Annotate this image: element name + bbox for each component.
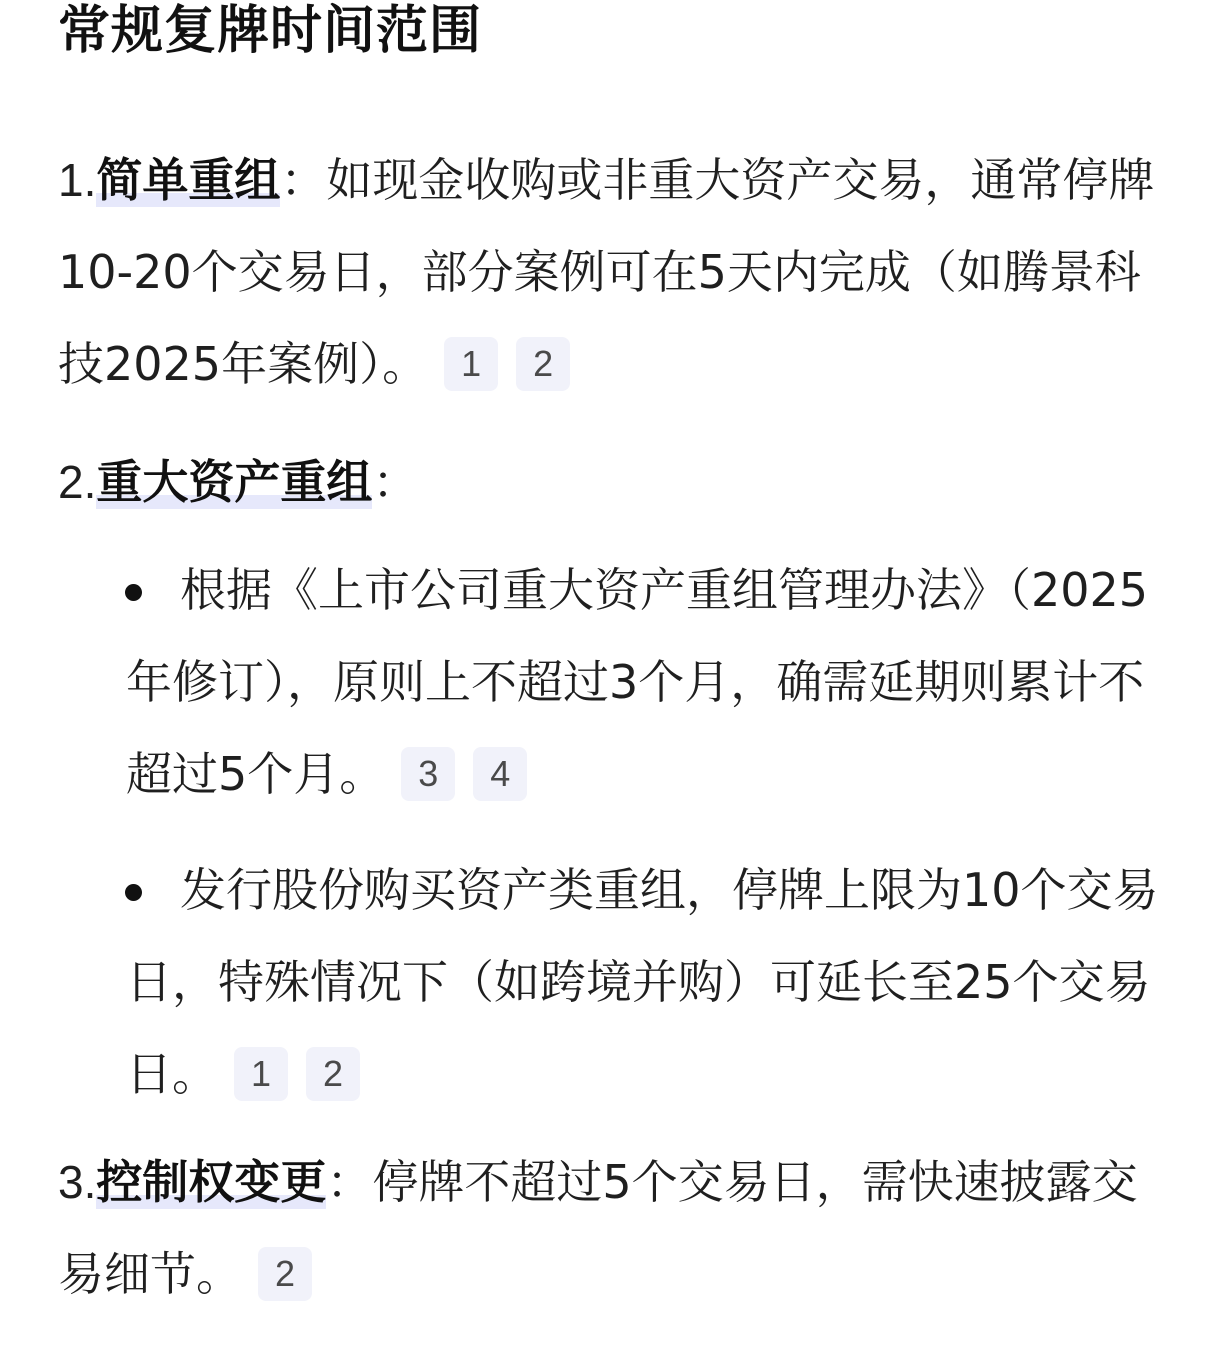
item-term: 简单重组	[96, 153, 281, 207]
bullet-text: 根据《上市公司重大资产重组管理办法》（2025年修订），原则上不超过3个月，确需延期则累计不超过5个月。	[126, 563, 1149, 801]
bullet-item	[126, 844, 1168, 1120]
item-separator: ：	[326, 1155, 373, 1209]
item-separator: ：	[372, 455, 419, 509]
sub-bullet-list	[126, 544, 1168, 1120]
item-term: 控制权变更	[96, 1155, 327, 1209]
section-title: 常规复牌时间范围	[58, 1, 483, 61]
bullet-item	[126, 544, 1168, 820]
bullet-text: 发行股份购买资产类重组，停牌上限为10个交易日，特殊情况下（如跨境并购）可延长至25个交易日。	[126, 863, 1159, 1101]
list-item-control-change	[58, 1136, 1168, 1320]
citation-badge[interactable]: 1	[444, 337, 498, 391]
list-item-major-restructuring	[58, 436, 1168, 528]
item-number: 1.	[58, 154, 97, 206]
item-term: 重大资产重组	[96, 455, 373, 509]
item-number: 2.	[58, 456, 97, 508]
item-text: 停牌不超过5个交易日，需快速披露交易细节。	[58, 1155, 1138, 1301]
citation-badge[interactable]: 1	[234, 1047, 288, 1101]
list-item-simple-restructuring	[58, 134, 1168, 410]
item-text: 如现金收购或非重大资产交易，通常停牌10-20个交易日，部分案例可在5天内完成（如腾景科技2025年案例）。	[58, 153, 1155, 391]
item-separator: ：	[280, 153, 327, 207]
bullet-dot-icon	[125, 584, 142, 601]
bullet-dot-icon	[125, 884, 142, 901]
citation-badge[interactable]: 2	[516, 337, 570, 391]
bullet-text-block	[126, 844, 1168, 1120]
citation-badge[interactable]: 2	[306, 1047, 360, 1101]
bullet-text-block	[126, 544, 1168, 820]
item-number: 3.	[58, 1156, 97, 1208]
citation-badge[interactable]: 4	[473, 747, 527, 801]
citation-badge[interactable]: 2	[258, 1247, 312, 1301]
citation-badge[interactable]: 3	[401, 747, 455, 801]
answer-content	[58, 0, 1168, 1320]
